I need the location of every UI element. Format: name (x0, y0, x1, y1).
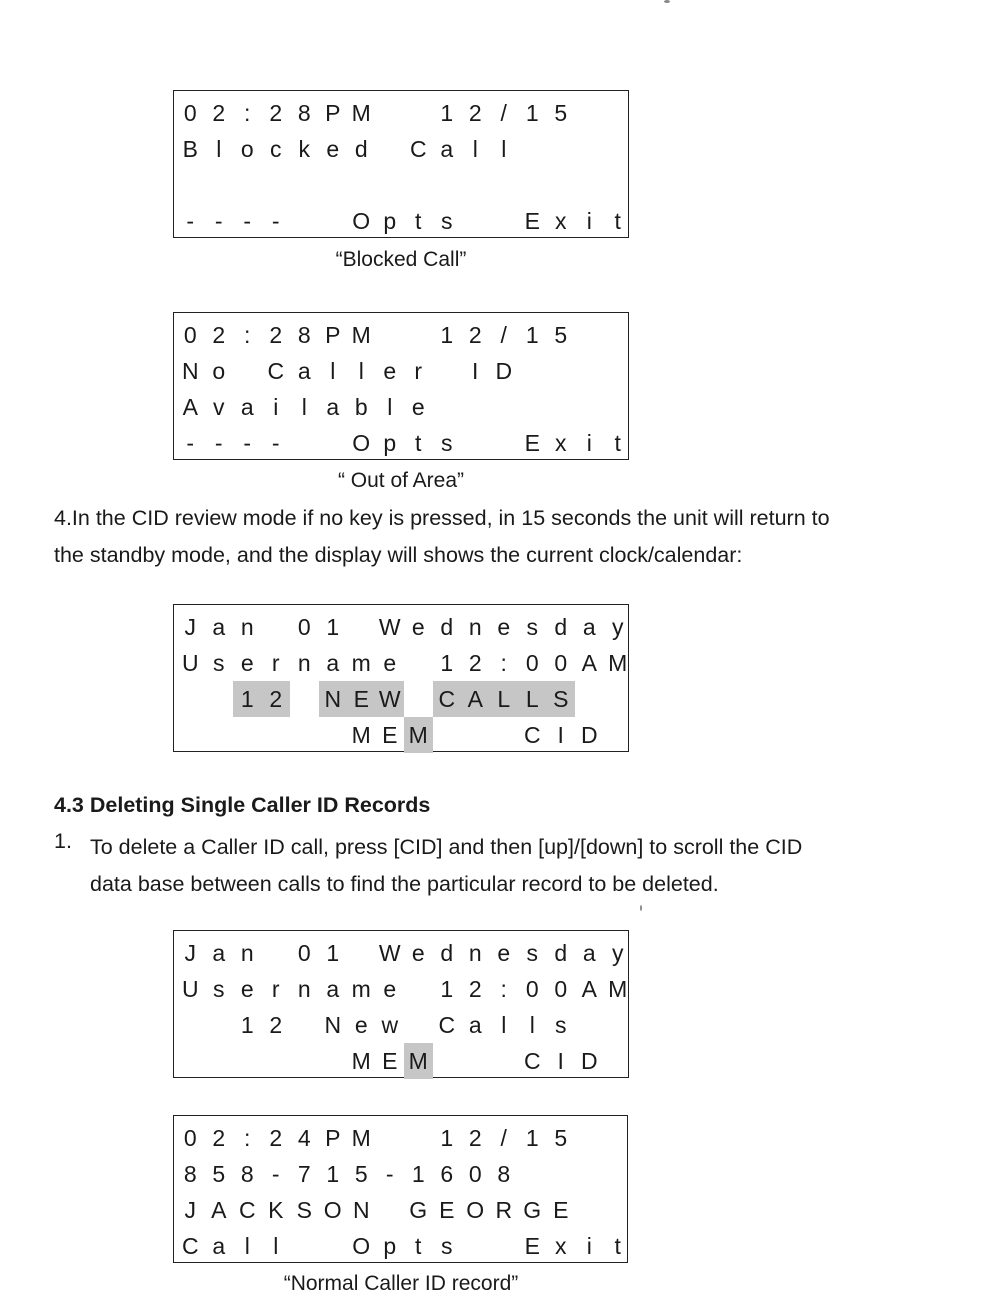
lcd-char: - (186, 208, 195, 234)
lcd-char: I (557, 722, 564, 748)
lcd-char: E (382, 1048, 398, 1074)
lcd-char: L (490, 681, 519, 717)
lcd-char: 4 (297, 1125, 311, 1151)
lcd-line-1 (174, 609, 628, 645)
lcd-char: 8 (297, 100, 311, 126)
lcd-char: 1 (411, 1161, 425, 1187)
lcd-char: e (411, 940, 425, 966)
lcd-char: n (297, 650, 311, 676)
lcd-line-2 (174, 645, 628, 681)
lcd-char: l (301, 394, 307, 420)
lcd-char: J (184, 1197, 196, 1223)
lcd-char: E (382, 722, 398, 748)
lcd-char: C (238, 1197, 256, 1223)
lcd-char: c (270, 136, 282, 162)
lcd-char: a (326, 394, 340, 420)
lcd-char: k (298, 136, 310, 162)
lcd-char: i (586, 430, 592, 456)
lcd-char: 1 (440, 1125, 454, 1151)
lcd-char: W (376, 681, 405, 717)
lcd-char: N (352, 1197, 370, 1223)
lcd-char: 0 (183, 1125, 197, 1151)
scan-speck (640, 905, 642, 911)
lcd-char: D (495, 358, 513, 384)
lcd-char: x (555, 430, 567, 456)
lcd-char: 1 (440, 650, 454, 676)
lcd-char: : (500, 650, 507, 676)
lcd-char: t (614, 208, 621, 234)
lcd-char: a (240, 394, 254, 420)
lcd-char: 5 (354, 1161, 368, 1187)
lcd-char: 2 (212, 100, 226, 126)
lcd-char: 8 (183, 1161, 197, 1187)
lcd-char: i (273, 394, 279, 420)
lcd-char: - (271, 1161, 280, 1187)
lcd-char: o (240, 136, 254, 162)
lcd-char: l (501, 136, 507, 162)
lcd-char: : (244, 100, 251, 126)
lcd-char: r (271, 976, 280, 1002)
lcd-char: P (325, 322, 341, 348)
lcd-char: A (581, 650, 597, 676)
lcd-char: J (184, 614, 196, 640)
lcd-char: 0 (183, 322, 197, 348)
lcd-char: O (352, 208, 371, 234)
lcd-char: D (580, 1048, 598, 1074)
lcd-char: e (354, 1012, 368, 1038)
lcd-char: G (523, 1197, 542, 1223)
lcd-char: 1 (326, 1161, 340, 1187)
lcd-char: m (351, 650, 371, 676)
lcd-char: K (268, 1197, 284, 1223)
lcd-char: : (244, 1125, 251, 1151)
lcd-char: 2 (212, 1125, 226, 1151)
lcd-char: l (244, 1233, 250, 1259)
lcd-display-blocked-call (173, 90, 629, 238)
lcd-char: t (415, 430, 422, 456)
lcd-char: 2 (269, 1012, 283, 1038)
lcd-line-3 (174, 389, 628, 425)
lcd-char: s (213, 650, 225, 676)
lcd-char: 2 (468, 1125, 482, 1151)
lcd-char: M (351, 100, 371, 126)
lcd-char: - (385, 1161, 394, 1187)
lcd-display-standby-mem (173, 930, 629, 1078)
lcd-char: 2 (468, 100, 482, 126)
paragraph-4-line-1: 4.In the CID review mode if no key is pressed, in 15 seconds the unit will return to (54, 506, 830, 530)
lcd-char: a (326, 976, 340, 1002)
lcd-char: 1 (326, 614, 340, 640)
section-heading: 4.3 Deleting Single Caller ID Records (54, 793, 431, 817)
lcd-char: t (614, 430, 621, 456)
lcd-line-1 (174, 95, 628, 131)
lcd-display-standby-new-calls (173, 604, 629, 752)
lcd-char: P (325, 100, 341, 126)
lcd-char: v (213, 394, 225, 420)
lcd-line-3 (174, 1192, 627, 1228)
lcd-char: r (271, 650, 280, 676)
lcd-char: 0 (525, 976, 539, 1002)
lcd-char: a (326, 650, 340, 676)
lcd-char: S (296, 1197, 312, 1223)
lcd-char: s (213, 976, 225, 1002)
lcd-char: - (214, 430, 223, 456)
lcd-char: a (582, 614, 596, 640)
lcd-char: x (555, 208, 567, 234)
lcd-char: C (267, 358, 285, 384)
lcd-char: W (378, 940, 401, 966)
lcd-line-4 (174, 203, 628, 239)
lcd-char: C (523, 1048, 541, 1074)
lcd-char: a (212, 940, 226, 966)
lcd-char: L (518, 681, 547, 717)
lcd-char: U (181, 650, 199, 676)
lcd-char: 0 (297, 940, 311, 966)
lcd-char: 1 (440, 100, 454, 126)
lcd-char: l (387, 394, 393, 420)
lcd-char: - (214, 208, 223, 234)
lcd-char: l (273, 1233, 279, 1259)
lcd-char: U (181, 976, 199, 1002)
lcd-char: l (330, 358, 336, 384)
list-item-number: 1. (54, 829, 72, 853)
lcd-char: A (461, 681, 490, 717)
lcd-char: M (351, 1125, 371, 1151)
lcd-char: 0 (525, 650, 539, 676)
lcd-char: 2 (212, 322, 226, 348)
lcd-display-out-of-area (173, 312, 629, 460)
lcd-char: d (554, 940, 568, 966)
lcd-char: / (500, 1125, 507, 1151)
lcd-char: W (378, 614, 401, 640)
lcd-char: - (271, 208, 280, 234)
lcd-char: P (325, 1125, 341, 1151)
lcd-char: C (438, 1012, 456, 1038)
lcd-char: 2 (269, 322, 283, 348)
lcd-char: e (383, 650, 397, 676)
lcd-char: - (271, 430, 280, 456)
caption-out-of-area: “ Out of Area” (337, 469, 465, 492)
lcd-char: y (612, 940, 624, 966)
lcd-char: 8 (497, 1161, 511, 1187)
lcd-char: e (383, 976, 397, 1002)
lcd-char: a (468, 1012, 482, 1038)
lcd-char: 8 (240, 1161, 254, 1187)
lcd-char: s (441, 208, 453, 234)
lcd-line-4 (174, 717, 628, 753)
lcd-char: l (529, 1012, 535, 1038)
list-item-text (90, 829, 802, 903)
lcd-char: e (383, 358, 397, 384)
lcd-char: / (500, 100, 507, 126)
lcd-line-2 (174, 971, 628, 1007)
lcd-char: 2 (262, 681, 291, 717)
lcd-char: 1 (525, 100, 539, 126)
lcd-char: m (351, 976, 371, 1002)
lcd-char: A (581, 976, 597, 1002)
lcd-char: M (404, 717, 433, 753)
lcd-char: e (411, 394, 425, 420)
lcd-char: y (612, 614, 624, 640)
lcd-line-2 (174, 131, 628, 167)
lcd-char: N (319, 681, 348, 717)
lcd-char: 0 (297, 614, 311, 640)
lcd-char: C (523, 722, 541, 748)
lcd-line-3 (174, 1007, 628, 1043)
lcd-char: E (524, 208, 540, 234)
lcd-char: E (347, 681, 376, 717)
lcd-char: C (181, 1233, 199, 1259)
lcd-char: E (439, 1197, 455, 1223)
lcd-char: d (554, 614, 568, 640)
lcd-char: : (244, 322, 251, 348)
lcd-char: n (240, 940, 254, 966)
lcd-char: n (468, 940, 482, 966)
lcd-char: M (351, 722, 371, 748)
lcd-char: s (526, 940, 538, 966)
lcd-char: n (240, 614, 254, 640)
lcd-char: A (211, 1197, 227, 1223)
lcd-char: t (415, 208, 422, 234)
lcd-line-4 (174, 1043, 628, 1079)
lcd-char: l (472, 136, 478, 162)
lcd-char: 0 (183, 100, 197, 126)
lcd-line-2 (174, 353, 628, 389)
lcd-char: E (524, 430, 540, 456)
lcd-char: - (186, 430, 195, 456)
lcd-line-1 (174, 1120, 627, 1156)
lcd-char: a (297, 358, 311, 384)
lcd-char: a (582, 940, 596, 966)
lcd-line-4 (174, 1228, 627, 1264)
lcd-line-1 (174, 935, 628, 971)
list-item-line-1: To delete a Caller ID call, press [CID] and then [up]/[down] to scroll the CID (90, 835, 803, 859)
lcd-line-3 (174, 681, 628, 717)
lcd-char: e (411, 614, 425, 640)
lcd-line-1 (174, 317, 628, 353)
lcd-char: J (184, 940, 196, 966)
lcd-char: 2 (468, 322, 482, 348)
lcd-char: l (216, 136, 222, 162)
lcd-char: e (326, 136, 340, 162)
caption-normal-record: “Normal Caller ID record” (283, 1272, 519, 1295)
lcd-char: O (352, 1233, 371, 1259)
lcd-char: A (182, 394, 198, 420)
lcd-char: O (323, 1197, 342, 1223)
lcd-char: - (243, 430, 252, 456)
lcd-char: b (354, 394, 368, 420)
lcd-char: a (212, 614, 226, 640)
lcd-char: i (586, 208, 592, 234)
lcd-char: a (440, 136, 454, 162)
lcd-line-4 (174, 425, 628, 461)
lcd-char: 2 (269, 100, 283, 126)
lcd-char: I (557, 1048, 564, 1074)
lcd-char: 6 (440, 1161, 454, 1187)
lcd-char: t (614, 1233, 621, 1259)
lcd-char: 0 (468, 1161, 482, 1187)
lcd-char: 5 (212, 1161, 226, 1187)
lcd-char: O (352, 430, 371, 456)
lcd-char: R (495, 1197, 513, 1223)
lcd-char: 2 (468, 650, 482, 676)
lcd-char: M (351, 322, 371, 348)
lcd-char: 7 (297, 1161, 311, 1187)
lcd-char: 1 (326, 940, 340, 966)
lcd-char: s (441, 1233, 453, 1259)
lcd-char: 5 (554, 1125, 568, 1151)
lcd-char: n (297, 976, 311, 1002)
lcd-char: C (433, 681, 462, 717)
list-item-line-2: data base between calls to find the particular record to be deleted. (90, 872, 719, 896)
lcd-char: 1 (440, 322, 454, 348)
lcd-char: s (555, 1012, 567, 1038)
lcd-char: M (608, 650, 628, 676)
lcd-char: d (440, 614, 454, 640)
lcd-display-normal-record (173, 1115, 628, 1263)
lcd-char: a (212, 1233, 226, 1259)
lcd-char: s (526, 614, 538, 640)
lcd-char: 8 (297, 322, 311, 348)
lcd-char: 2 (468, 976, 482, 1002)
lcd-char: I (472, 358, 479, 384)
lcd-char: o (212, 358, 226, 384)
caption-blocked-call: “Blocked Call” (335, 248, 467, 271)
lcd-char: N (181, 358, 199, 384)
lcd-char: t (415, 1233, 422, 1259)
lcd-char: C (409, 136, 427, 162)
lcd-char: e (497, 614, 511, 640)
lcd-char: G (409, 1197, 428, 1223)
lcd-char: d (440, 940, 454, 966)
lcd-char: - (243, 208, 252, 234)
lcd-char: B (182, 136, 198, 162)
lcd-char: 1 (525, 1125, 539, 1151)
lcd-char: N (324, 1012, 342, 1038)
lcd-char: M (608, 976, 628, 1002)
lcd-char: p (383, 208, 397, 234)
lcd-char: e (497, 940, 511, 966)
lcd-char: D (580, 722, 598, 748)
lcd-char: p (383, 430, 397, 456)
lcd-char: 5 (554, 322, 568, 348)
lcd-char: s (441, 430, 453, 456)
lcd-char: e (240, 976, 254, 1002)
lcd-char: 1 (525, 322, 539, 348)
lcd-char: M (404, 1043, 433, 1079)
lcd-char: e (240, 650, 254, 676)
lcd-char: E (524, 1233, 540, 1259)
lcd-char: E (553, 1197, 569, 1223)
lcd-char: 0 (554, 650, 568, 676)
lcd-char: 2 (269, 1125, 283, 1151)
lcd-char: n (468, 614, 482, 640)
scan-speck (664, 0, 670, 3)
lcd-char: i (586, 1233, 592, 1259)
lcd-char: 1 (440, 976, 454, 1002)
lcd-char: w (381, 1012, 399, 1038)
lcd-char: S (547, 681, 576, 717)
lcd-line-3 (174, 167, 628, 203)
paragraph-4-line-2: the standby mode, and the display will shows the current clock/calendar: (54, 543, 743, 567)
lcd-char: l (358, 358, 364, 384)
lcd-char: : (500, 976, 507, 1002)
lcd-line-2 (174, 1156, 627, 1192)
lcd-char: d (354, 136, 368, 162)
lcd-char: 5 (554, 100, 568, 126)
lcd-char: O (466, 1197, 485, 1223)
lcd-char: p (383, 1233, 397, 1259)
lcd-char: r (414, 358, 423, 384)
lcd-char: M (351, 1048, 371, 1074)
lcd-char: / (500, 322, 507, 348)
lcd-char: 1 (233, 681, 262, 717)
lcd-char: 0 (554, 976, 568, 1002)
lcd-char: l (501, 1012, 507, 1038)
lcd-char: 1 (240, 1012, 254, 1038)
lcd-char: x (555, 1233, 567, 1259)
